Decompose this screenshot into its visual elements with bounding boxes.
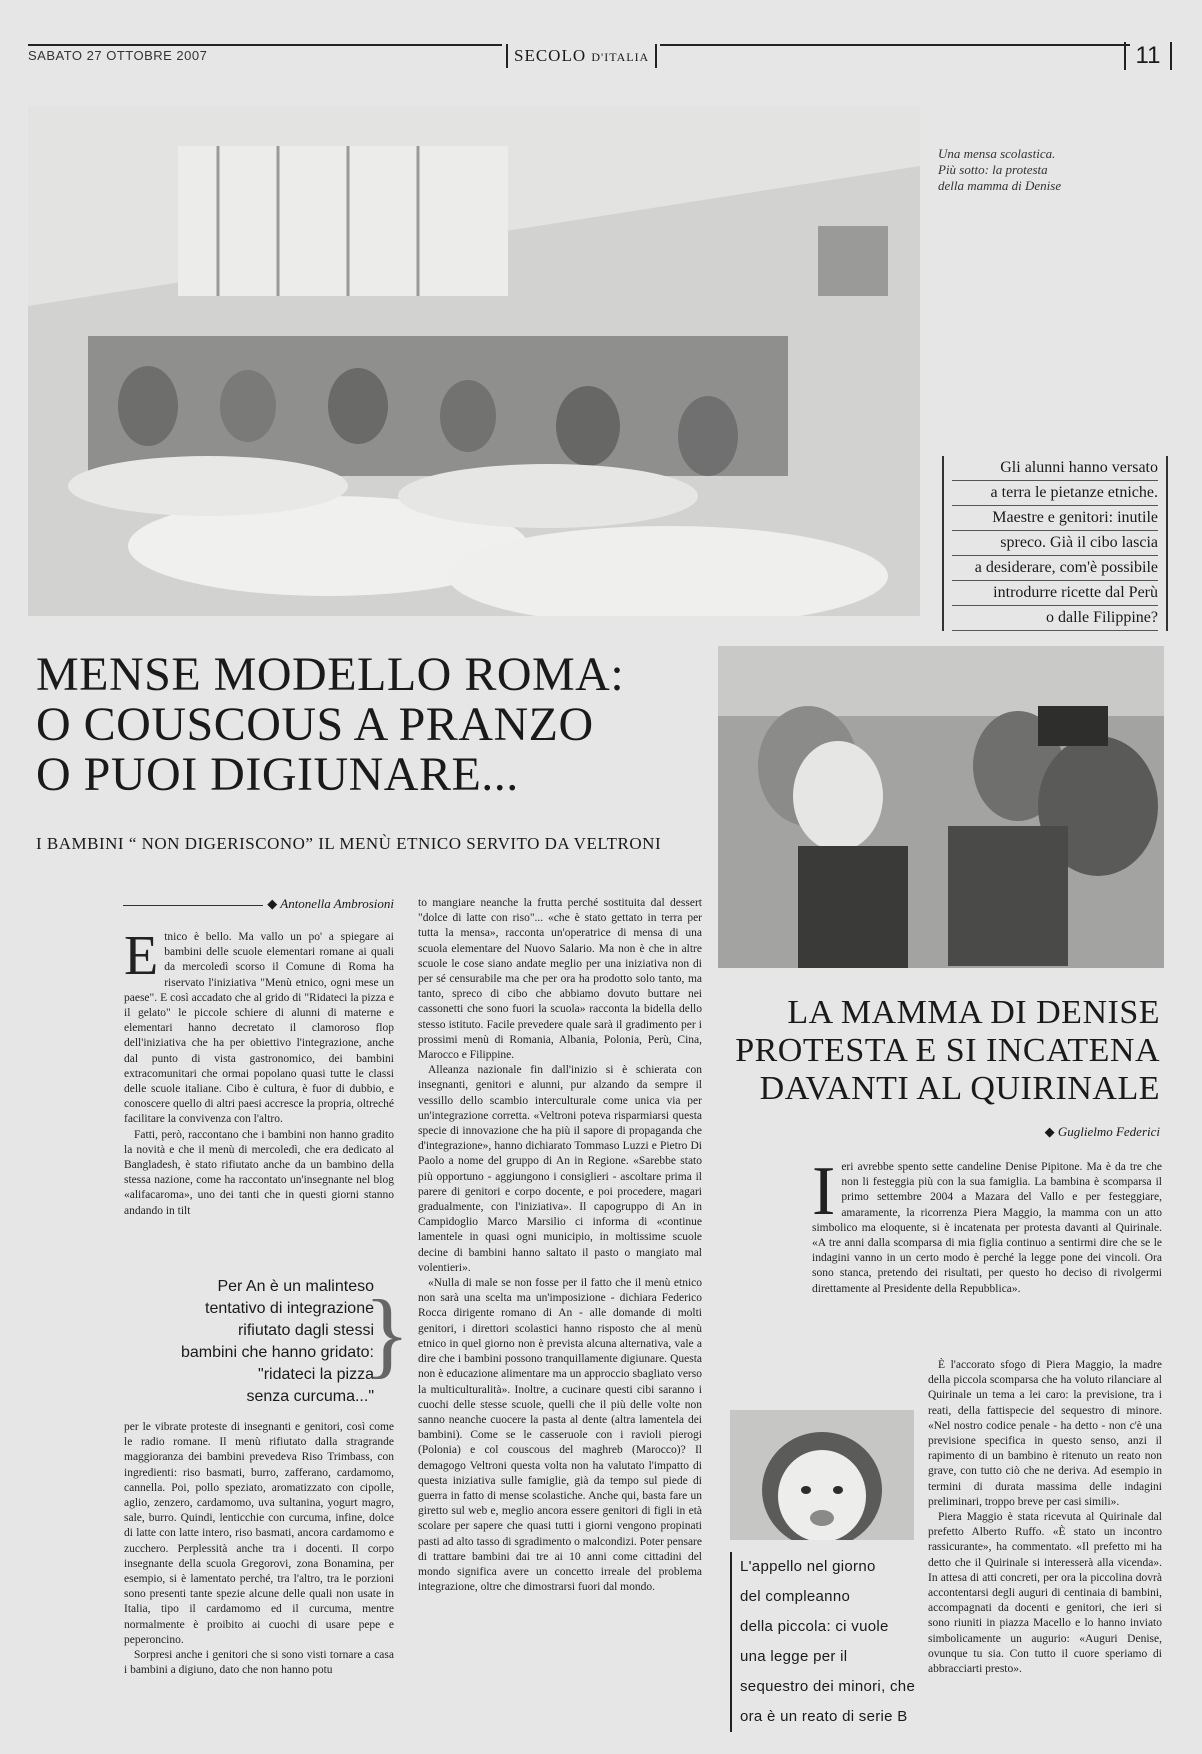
quote-line: Per An è un malinteso [217, 1278, 374, 1295]
canteen-photo-illustration [28, 106, 920, 616]
page-number: 11 [1124, 42, 1172, 70]
article1-dropcap: E [124, 925, 159, 987]
quote-line: rifiutato dagli stessi [237, 1322, 374, 1339]
quote-line: senza curcuma..." [246, 1388, 374, 1405]
masthead-subtitle: D'ITALIA [591, 50, 650, 64]
caption-line: del compleanno [740, 1588, 851, 1605]
caption-line: ora è un reato di serie B [740, 1708, 908, 1725]
caption-line: della mamma di Denise [938, 178, 1062, 193]
article1-paragraph: Alleanza nazionale fin dall'inizio si è schierata con insegnanti, genitori e alunni, pur alzando da sempre il vessillo dello scambio interculturale come unica via per un'integrazione corretta. «Veltroni poteva risparmiarsi questa specie di innovazione che ha più il sapore di propaganda che d'integrazione», hanno dichiarato Tommaso Luzzi e Pietro Di Paolo a nome del gruppo di An in Regione. «Sarebbe stato più opportuno - aggiungono i consiglieri - ascoltare prima il parere di genitori e corpo docente, e poi procedere, magari gradualmente, con l'iniziativa». Il capogruppo di An in Campidoglio Marco Marsilio ci informa di «continue lamentele in quasi ogni municipio, in moltissime scuole decine di bambini hanno saltato il pasto o mangiato mal volentieri». [418, 1064, 702, 1274]
headline-line: DAVANTI AL QUIRINALE [759, 1070, 1160, 1107]
byline-author: Antonella Ambrosioni [280, 896, 394, 911]
article1-paragraph: tnico è bello. Ma vallo un po' a spiegare ai bambini delle scuole elementari romane ai quali da mercoledì scorso il Comune di Roma ha riservato l'iniziativa "Menù etnico, ogni mese un paese". E così accadato che al grido di "Ridateci la pizza e il gelato" le piccole schiere di alunni di materne e elementari hanno decretato il clamoroso flop dell'iniziativa che ha per obiettivo l'integrazione, anche dal punto di vista gastronomico, dei bambini extracomunitari che ormai popolano quasi tutte le classi delle scuole italiane. Cibo è cultura, è fuor di dubbio, e conoscere quello di altri paesi accresce la propria, oltreché facilitare la convivenza con l'altro. [124, 931, 394, 1126]
caption-line: Più sotto: la protesta [938, 162, 1048, 177]
headline-line: LA MAMMA DI DENISE [787, 994, 1160, 1031]
child-photo-illustration [730, 1410, 914, 1540]
header-rule-left [28, 44, 502, 46]
article2-byline: ◆ Guglielmo Federici [1044, 1124, 1160, 1139]
top-photo-caption [938, 146, 1088, 194]
byline-rule [123, 905, 263, 906]
article2-paragraph: Piera Maggio è stata ricevuta al Quirinale dal prefetto Alberto Ruffo. «È stato un incontro rassicurante», ha commentato. «Il prefetto mi ha detto che il Quirinale si interesserà alla vicenda». In attesa di atti concreti, per ora la piccolina dovrà accontentarsi degli auguri di centinaia di bambini, accompagnati da docenti e genitori, che ieri si sono riuniti in piazza Macello e lo hanno inviato simbolicamente un augurio: «Auguri Denise, ovunque tu sia. Con tutto il cuore speriamo di abbracciarti presto». [928, 1511, 1162, 1676]
article2-headline [720, 994, 1160, 1108]
headline-line: MENSE MODELLO ROMA: [36, 648, 625, 701]
article1-paragraph: Sorpresi anche i genitori che si sono visti tornare a casa i bambini a digiuno, dato che non hanno potu [124, 1649, 394, 1677]
pull-quote-text [164, 1276, 374, 1408]
protest-photo-illustration [718, 646, 1164, 968]
pull-box [942, 456, 1168, 631]
quote-line: tentativo di integrazione [205, 1300, 374, 1317]
pull-box-line: a terra le pietanze etniche. [952, 481, 1158, 506]
headline-line: PROTESTA E SI INCATENA [735, 1032, 1160, 1069]
article2-paragraph: eri avrebbe spento sette candeline Denise Pipitone. Ma è da tre che non li festeggia più con la sua famiglia. La bambina è scomparsa il primo settembre 2004 a Mazara del Vallo e per festeggiare, amaramente, la ricorrenza Piera Maggio, la mamma con un atto simbolico ma eloquente, si è incatenata per protesta davanti al Quirinale. «A tre anni dalla scomparsa di mia figlia continuo a sentirmi dire che se le indagini vanno in un certo modo è perché la legge pone dei vincoli. Ora sono stanca, pretendo dei risultati, per questo ho deciso di rivolgermi direttamente al Presidente della Repubblica». [812, 1161, 1162, 1295]
caption-line: della piccola: ci vuole [740, 1618, 889, 1635]
article1-paragraph: «Nulla di male se non fosse per il fatto che il menù etnico non sarà una scelta ma un'imposizione - dichiara Federico Rocca dirigente romano di An - alle domande di molti genitori, i direttori scolastici hanno risposto che al menù etnico in quel giorno non è prevista alcuna alternativa, vale a dire che i bambini possono tranquillamente digiunare. Questa non è educazione alimentare ma un approccio sbagliato verso la multiculturalità». Inoltre, a cucinare questi cibi saranno i cuochi delle stesse scuole, quelli che il più delle volte non sanno neanche cuocere la pasta al dente (altra lamentela dei bambini). Come se le casseruole con i ravioli pierogi (Polonia) e col couscous del maghreb (Marocco)? Il demagogo Veltroni questa volta non ha valutato l'impatto di questa iniziativa sulle famiglie, già da tempo sul piede di guerra in fatto di mense scolastiche. Anche qui, basta fare un giretto sul web e, meglio ancora essere genitori di figli in età scolare per sapere che quasi tutti i giorni vengono propinati pasti ad alto tasso di sgradimento o malcondizi. Poter pensare di trattare bambini dai tre ai 10 anni come cittadini del mondo significa avere un concetto irreale del problema integrazione, oltre che dimostrarsi fuori dal mondo. [418, 1277, 702, 1594]
pull-box-line: Gli alunni hanno versato [952, 456, 1158, 481]
page-header [28, 40, 1174, 76]
article1-byline: ◆ Antonella Ambrosioni [120, 896, 394, 912]
byline-author: Guglielmo Federici [1057, 1124, 1160, 1139]
article1-column1-lower [124, 1420, 394, 1678]
article1-headline [36, 650, 716, 800]
caption-line: L'appello nel giorno [740, 1558, 876, 1575]
protest-photo [718, 646, 1164, 968]
pull-box-line: spreco. Già il cibo lascia [952, 531, 1158, 556]
quote-line: "ridateci la pizza [258, 1366, 374, 1383]
article2-body-top [812, 1153, 1162, 1297]
header-rule-right [660, 44, 1130, 46]
article1-column1 [124, 925, 394, 1219]
headline-line: O PUOI DIGIUNARE... [36, 748, 519, 801]
caption-line: sequestro dei minori, che [740, 1678, 916, 1695]
pull-box-line: a desiderare, com'è possibile [952, 556, 1158, 581]
article1-paragraph: per le vibrate proteste di insegnanti e genitori, così come le radio romane. Il menù rifiutato dalla stragrande maggioranza dei bambini prevedeva Riso Trimbass, con ingredienti: riso basmati, burro, zafferano, cardamomo, cannella. Poi, pollo speziato, aromatizzato con cipolle, aglio, zenzero, cardamomo, uva sultanina, yogurt magro, sale, burro. Quindi, lenticchie con curcuma, infine, dolce di latte con latte intero, riso basmati, ancora cardamomo e zucchero. Perplessità anche tra i docenti. Il corpo insegnante della scuola Gregorovi, zona Bonamina, per esempio, si è lamentato perché, tra l'altro, tra le porzioni sono presenti tante spezie alcune delle quali non usate in Italia, tipo il cardamomo ed il curcuma, mentre normalmente è proibito ai cuochi di usare pepe e peperoncino. [124, 1421, 394, 1646]
article1-column2 [418, 896, 702, 1595]
article1-pull-quote [170, 1276, 410, 1405]
caption-line: una legge per il [740, 1648, 848, 1665]
issue-date: SABATO 27 OTTOBRE 2007 [28, 48, 208, 63]
caption-line: Una mensa scolastica. [938, 146, 1056, 161]
article2-body-bottom [928, 1358, 1162, 1677]
quote-brace-icon: } [363, 1280, 410, 1387]
pull-box-line: o dalle Filippine? [952, 606, 1158, 631]
canteen-photo [28, 106, 920, 616]
article1-subhead: I BAMBINI “ NON DIGERISCONO” IL MENÙ ETNICO SERVITO DA VELTRONI [36, 834, 662, 853]
masthead-title: SECOLO [514, 46, 587, 65]
quote-line: bambini che hanno gridato: [180, 1344, 374, 1361]
child-photo [730, 1410, 914, 1540]
article1-paragraph: to mangiare neanche la frutta perché sostituita dal dessert "dolce di latte con riso"... «che è stato gettato in terra per tutta la mensa», racconta un'operatrice di mensa di una scuola elementare del Nuovo Salario. Ma non è che in altre scuole le cose siano andate meglio per una iniziativa non di per sé censurabile ma che per ora ha prodotto solo tanto, ma tanto, spreco di cibo che abbiamo dovuto buttare nei cassonetti che sono fuori la scuola» racconta la bidella dello stesso istituto. Facile prevedere quale sarà il gradimento per i prossimi menù di Romania, Albania, Polonia, Perù, Cina, Marocco e Filippine. [418, 897, 702, 1062]
headline-line: O COUSCOUS A PRANZO [36, 698, 594, 751]
article1-paragraph: Fatti, però, raccontano che i bambini non hanno gradito la novità e che il menù di mercoledì, che era dedicato al Bangladesh, è stato rifiutato anche da un bambino della stessa nazione, come ha raccontato un'insegnante nel blog «alifacaroma», uno dei tanti che in questi giorni stanno andando in tilt [124, 1128, 394, 1217]
pull-box-line: introdurre ricette dal Perù [952, 581, 1158, 606]
article2-dropcap: I [812, 1153, 836, 1230]
masthead [506, 44, 657, 68]
pull-box-line: Maestre e genitori: inutile [952, 506, 1158, 531]
article2-paragraph: È l'accorato sfogo di Piera Maggio, la madre della piccola scomparsa che ha voluto rilanciare al Quirinale un tema a lei caro: la previsione, tra i reati, della fattispecie del sequestro di minore. «Nel nostro codice penale - ha detto - non c'è una previsione specifica in questo senso, anzi il rapimento di un bambino è ritenuto un reato non grave, con tutto ciò che ne deriva. Ad esempio in termini di durata massima delle indagini preliminari, troppo breve per casi simili». [928, 1359, 1162, 1508]
child-photo-caption [730, 1552, 930, 1732]
